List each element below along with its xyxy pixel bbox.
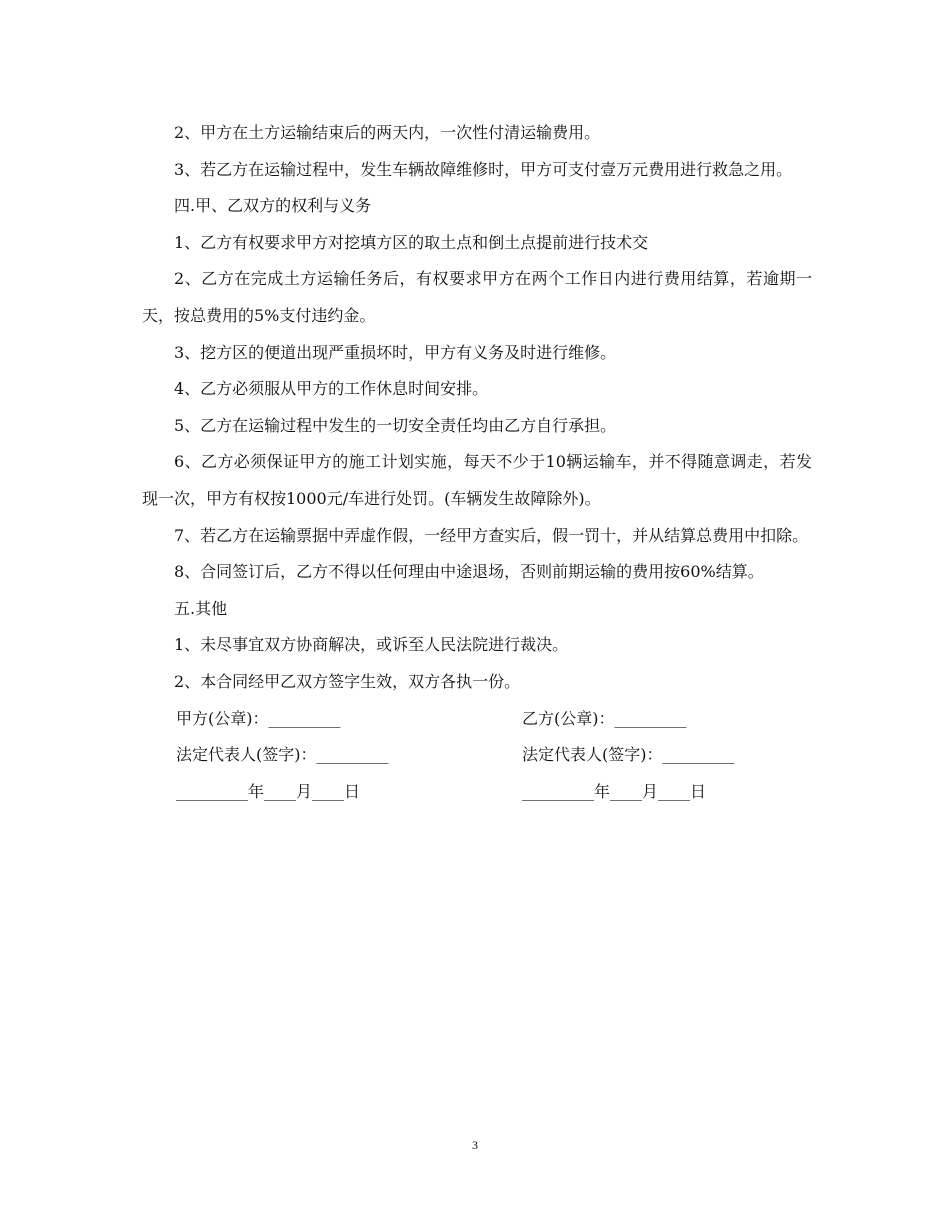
- clause-emergency-repair-fund: 3、若乙方在运输过程中，发生车辆故障维修时，甲方可支付壹万元费用进行救急之用。: [174, 159, 793, 179]
- clause-fraud-penalty: 7、若乙方在运输票据中弄虚作假，一经甲方查实后，假一罚十，并从结算总费用中扣除。: [174, 525, 809, 545]
- clause-safety-liability: 5、乙方在运输过程中发生的一切安全责任均由乙方自行承担。: [174, 415, 617, 435]
- party-a-date-line: _________年____月____日: [176, 781, 361, 801]
- party-a-seal-line: 甲方(公章)：_________: [176, 708, 341, 728]
- clause-early-exit: 8、合同签订后，乙方不得以任何理由中途退场，否则前期运输的费用按60%结算。: [174, 562, 764, 582]
- clause-vehicle-quota: 6、乙方必须保证甲方的施工计划实施，每天不少于10辆运输车，并不得随意调走，若发现一次，甲方有权按1000元/车进行处罚。(车辆发生故障除外)。: [142, 452, 812, 508]
- signature-row-seal: [142, 701, 812, 738]
- clause-effectiveness: 2、本合同经甲乙双方签字生效，双方各执一份。: [174, 671, 521, 691]
- clause-settlement-penalty: 2、乙方在完成土方运输任务后，有权要求甲方在两个工作日内进行费用结算，若逾期一天，按总费用的5%支付违约金。: [142, 269, 812, 325]
- party-b-representative-line: 法定代表人(签字)：_________: [522, 745, 735, 765]
- signature-row-date: [142, 774, 812, 811]
- section-heading-other: 五.其他: [174, 598, 228, 618]
- contract-body: [142, 115, 812, 810]
- party-b-seal-line: 乙方(公章)：_________: [522, 708, 687, 728]
- party-a-representative-line: 法定代表人(签字)：_________: [176, 745, 389, 765]
- clause-technical-briefing: 1、乙方有权要求甲方对挖填方区的取土点和倒土点提前进行技术交: [174, 232, 649, 252]
- clause-road-maintenance: 3、挖方区的便道出现严重损坏时，甲方有义务及时进行维修。: [174, 342, 617, 362]
- signature-row-representative: [142, 737, 812, 774]
- page-number: 3: [472, 1138, 478, 1152]
- section-heading-rights-obligations: 四.甲、乙双方的权利与义务: [174, 196, 372, 216]
- clause-dispute-resolution: 1、未尽事宜双方协商解决，或诉至人民法院进行裁决。: [174, 635, 569, 655]
- clause-work-schedule: 4、乙方必须服从甲方的工作休息时间安排。: [174, 379, 489, 399]
- clause-payment-two-days: 2、甲方在土方运输结束后的两天内，一次性付清运输费用。: [174, 123, 601, 142]
- party-b-date-line: _________年____月____日: [522, 781, 707, 801]
